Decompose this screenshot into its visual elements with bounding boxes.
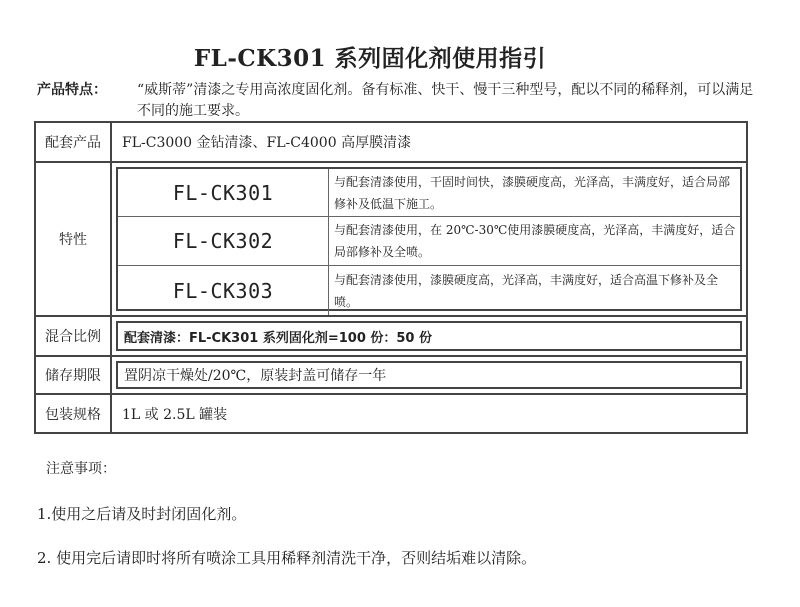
characteristics-subtable (116, 167, 742, 311)
row-value-storage: 置阴凉干燥处/20℃，原装封盖可储存一年 (116, 361, 742, 389)
row-label-matching-products: 配套产品 (36, 123, 112, 161)
row-value-mix-ratio: 配套清漆：FL-CK301 系列固化剂=100 份：50 份 (116, 321, 742, 351)
model-name: FL-CK302 (118, 217, 329, 265)
model-name: FL-CK303 (118, 266, 329, 315)
model-row-ck303 (118, 266, 740, 315)
features-label: 产品特点： (37, 82, 107, 98)
note-item-2: 2. 使用完后请即时将所有喷涂工具用稀释剂清洗干净，否则结垢难以清除。 (37, 549, 537, 567)
model-name: FL-CK301 (118, 169, 329, 216)
table-row-characteristics (36, 163, 746, 317)
model-description: 与配套清漆使用，漆膜硬度高，光泽高，丰满度好，适合高温下修补及全喷。 (334, 272, 719, 309)
table-row-packaging (36, 395, 746, 432)
model-row-ck301 (118, 169, 740, 217)
row-label-mix-ratio: 混合比例 (36, 317, 112, 355)
model-row-ck302 (118, 217, 740, 266)
spec-table (34, 121, 748, 434)
row-label-packaging: 包装规格 (36, 395, 112, 432)
model-description: 与配套清漆使用，干固时间快，漆膜硬度高，光泽高，丰满度好，适合局部修补及低温下施工。 (334, 174, 731, 211)
table-row-storage (36, 357, 746, 395)
model-description: 与配套清漆使用，在 20℃-30℃使用漆膜硬度高，光泽高，丰满度好，适合局部修补及全喷。 (334, 223, 736, 259)
note-item-1: 1.使用之后请及时封闭固化剂。 (37, 505, 247, 523)
row-value-matching-products: FL-C3000 金钻清漆、FL-C4000 高厚膜清漆 (122, 135, 412, 151)
document-title: FL-CK301 系列固化剂使用指引 (193, 45, 547, 72)
row-value-packaging: 1L 或 2.5L 罐装 (122, 406, 228, 423)
features-text: “威斯蒂”清漆之专用高浓度固化剂。备有标准、快干、慢干三种型号，配以不同的稀释剂，可以满足不同的施工要求。 (137, 82, 754, 119)
row-label-characteristics: 特性 (36, 163, 112, 315)
notes-heading: 注意事项： (46, 461, 116, 477)
row-label-storage: 储存期限 (36, 357, 112, 393)
table-row-mix-ratio (36, 317, 746, 357)
table-row-matching-products (36, 123, 746, 163)
